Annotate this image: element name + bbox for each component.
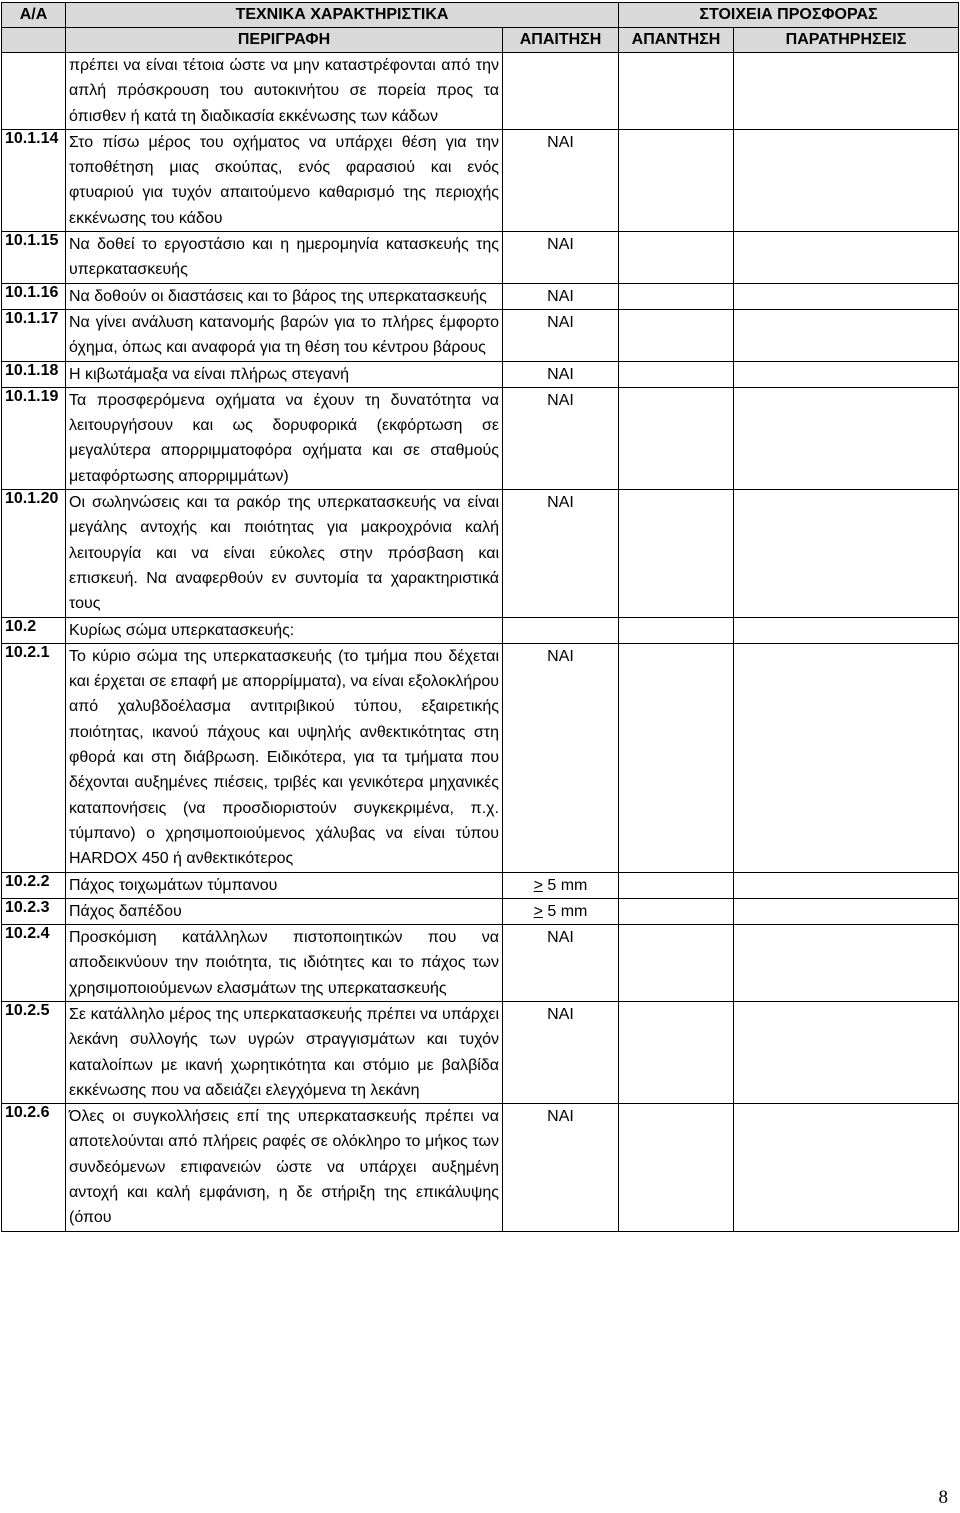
row-requirement: ΝΑΙ	[503, 925, 619, 1002]
table-row	[2, 490, 959, 617]
row-description: πρέπει να είναι τέτοια ώστε να μην καταστρέφονται από την απλή πρόσκρουση του αυτοκινήτου σε πορεία προς τα όπισθεν ή κατά τη διαδικασία εκκένωσης των κάδων	[66, 53, 503, 130]
row-remarks	[734, 309, 959, 361]
row-answer	[619, 129, 734, 231]
row-requirement: ΝΑΙ	[503, 309, 619, 361]
row-description: Να δοθούν οι διαστάσεις και το βάρος της υπερκατασκευής	[66, 283, 503, 309]
row-requirement: ΝΑΙ	[503, 129, 619, 231]
row-requirement	[503, 898, 619, 924]
row-remarks	[734, 361, 959, 387]
header-group-specs: ΤΕΧΝΙΚΑ ΧΑΡΑΚΤΗΡΙΣΤΙΚΑ	[66, 3, 619, 28]
row-requirement: ΝΑΙ	[503, 643, 619, 872]
row-remarks	[734, 925, 959, 1002]
row-id	[2, 53, 66, 130]
header-col-id-blank	[2, 28, 66, 53]
row-requirement	[503, 872, 619, 898]
row-description: Οι σωληνώσεις και τα ρακόρ της υπερκατασκευής να είναι μεγάλης αντοχής και ποιότητας για μακροχρόνια καλή λειτουργία και να είναι εύκολες στην πρόσβαση και επισκευή. Να αναφερθούν εν συντομία τα χαρακτηριστικά τους	[66, 490, 503, 617]
row-remarks	[734, 1104, 959, 1231]
table-row	[2, 1001, 959, 1103]
table-row	[2, 898, 959, 924]
row-requirement	[503, 617, 619, 643]
row-id: 10.2.6	[2, 1104, 66, 1231]
page-number: 8	[938, 1487, 948, 1508]
header-col-answer: ΑΠΑΝΤΗΣΗ	[619, 28, 734, 53]
row-requirement: ΝΑΙ	[503, 1001, 619, 1103]
row-description: Όλες οι συγκολλήσεις επί της υπερκατασκευής πρέπει να αποτελούνται από πλήρεις ραφές σε ολόκληρο το μήκος των συνδεόμενων επιφανειών ώστε να υπάρχει αυξημένη αντοχή και καλή εμφάνιση, η δε στήριξη της επικάλυψης (όπου	[66, 1104, 503, 1231]
row-remarks	[734, 129, 959, 231]
row-answer	[619, 617, 734, 643]
greater-equal-sign: >	[533, 876, 543, 894]
requirement-value: 5 mm	[542, 902, 588, 920]
row-id: 10.1.14	[2, 129, 66, 231]
row-id: 10.1.19	[2, 387, 66, 489]
row-description: Πάχος δαπέδου	[66, 898, 503, 924]
table-row	[2, 309, 959, 361]
row-answer	[619, 898, 734, 924]
table-row	[2, 232, 959, 284]
row-remarks	[734, 643, 959, 872]
table-row	[2, 283, 959, 309]
table-row	[2, 361, 959, 387]
row-answer	[619, 1104, 734, 1231]
row-remarks	[734, 490, 959, 617]
row-id: 10.2.3	[2, 898, 66, 924]
row-requirement: ΝΑΙ	[503, 490, 619, 617]
row-requirement: ΝΑΙ	[503, 387, 619, 489]
row-id: 10.2.2	[2, 872, 66, 898]
row-answer	[619, 53, 734, 130]
row-description: Κυρίως σώμα υπερκατασκευής:	[66, 617, 503, 643]
row-requirement	[503, 53, 619, 130]
row-answer	[619, 232, 734, 284]
table-row	[2, 643, 959, 872]
row-requirement: ΝΑΙ	[503, 361, 619, 387]
row-description: Προσκόμιση κατάλληλων πιστοποιητικών που να αποδεικνύουν την ποιότητα, τις ιδιότητες και το πάχος των χρησιμοποιούμενων ελασμάτων της υπερκατασκευής	[66, 925, 503, 1002]
row-id: 10.2.5	[2, 1001, 66, 1103]
header-col-id: Α/Α	[2, 3, 66, 28]
row-answer	[619, 283, 734, 309]
table-row	[2, 617, 959, 643]
table-row	[2, 925, 959, 1002]
header-row-groups	[2, 3, 959, 28]
row-requirement: ΝΑΙ	[503, 283, 619, 309]
row-remarks	[734, 1001, 959, 1103]
row-description: Στο πίσω μέρος του οχήματος να υπάρχει θέση για την τοποθέτηση μιας σκούπας, ενός φαρασιού και ενός φτυαριού για τυχόν απαιτούμενο καθαρισμό της περιοχής εκκένωσης του κάδου	[66, 129, 503, 231]
row-requirement: ΝΑΙ	[503, 232, 619, 284]
row-remarks	[734, 53, 959, 130]
row-requirement: ΝΑΙ	[503, 1104, 619, 1231]
table-row	[2, 129, 959, 231]
greater-equal-sign: >	[533, 902, 543, 920]
row-description: Σε κατάλληλο μέρος της υπερκατασκευής πρέπει να υπάρχει λεκάνη συλλογής των υγρών στραγγισμάτων και τυχόν καταλοίπων με ικανή χωρητικότητα και στόμιο με βαλβίδα εκκένωσης που να αδειάζει ελεγχόμενα τη λεκάνη	[66, 1001, 503, 1103]
row-description: Το κύριο σώμα της υπερκατασκευής (το τμήμα που δέχεται και έρχεται σε επαφή με απορρίμματα), να είναι εξολοκλήρου από χαλυβδοέλασμα αντιτριβικού τύπου, εξαιρετικής ποιότητας, ικανού πάχους και υψηλής ανθεκτικότητας στη φθορά και στη διάβρωση. Ειδικότερα, για τα τμήματα που δέχονται αυξημένες πιέσεις, τριβές και γενικότερα μηχανικές καταπονήσεις (να προσδιοριστούν συγκεκριμένα, π.χ. τύμπανο) ο χρησιμοποιούμενος χάλυβας να είναι τύπου HARDOX 450 ή ανθεκτικότερος	[66, 643, 503, 872]
row-id: 10.1.15	[2, 232, 66, 284]
row-id: 10.1.17	[2, 309, 66, 361]
row-remarks	[734, 898, 959, 924]
row-description: Να γίνει ανάλυση κατανομής βαρών για το πλήρες έμφορτο όχημα, όπως και αναφορά για τη θέση του κέντρου βάρους	[66, 309, 503, 361]
row-id: 10.2	[2, 617, 66, 643]
header-col-remarks: ΠΑΡΑΤΗΡΗΣΕΙΣ	[734, 28, 959, 53]
row-id: 10.2.1	[2, 643, 66, 872]
requirement-value: 5 mm	[542, 876, 588, 894]
header-row-columns	[2, 28, 959, 53]
row-answer	[619, 643, 734, 872]
table-row	[2, 872, 959, 898]
row-description: Τα προσφερόμενα οχήματα να έχουν τη δυνατότητα να λειτουργήσουν και ως δορυφορικά (εκφόρτωση σε μεγαλύτερα απορριμματοφόρα οχήματα και σε σταθμούς μεταφόρτωσης απορριμμάτων)	[66, 387, 503, 489]
header-col-requirement: ΑΠΑΙΤΗΣΗ	[503, 28, 619, 53]
table-row	[2, 387, 959, 489]
row-remarks	[734, 232, 959, 284]
row-answer	[619, 309, 734, 361]
row-remarks	[734, 617, 959, 643]
header-group-offer: ΣΤΟΙΧΕΙΑ ΠΡΟΣΦΟΡΑΣ	[619, 3, 959, 28]
row-answer	[619, 872, 734, 898]
row-remarks	[734, 872, 959, 898]
row-remarks	[734, 283, 959, 309]
row-answer	[619, 387, 734, 489]
table-row	[2, 53, 959, 130]
row-answer	[619, 1001, 734, 1103]
specifications-table	[1, 2, 959, 1232]
row-id: 10.2.4	[2, 925, 66, 1002]
row-answer	[619, 361, 734, 387]
row-answer	[619, 925, 734, 1002]
row-description: Η κιβωτάμαξα να είναι πλήρως στεγανή	[66, 361, 503, 387]
row-id: 10.1.16	[2, 283, 66, 309]
row-id: 10.1.18	[2, 361, 66, 387]
row-id: 10.1.20	[2, 490, 66, 617]
table-row	[2, 1104, 959, 1231]
row-remarks	[734, 387, 959, 489]
row-description: Να δοθεί το εργοστάσιο και η ημερομηνία κατασκευής της υπερκατασκευής	[66, 232, 503, 284]
row-answer	[619, 490, 734, 617]
header-col-description: ΠΕΡΙΓΡΑΦΗ	[66, 28, 503, 53]
row-description: Πάχος τοιχωμάτων τύμπανου	[66, 872, 503, 898]
